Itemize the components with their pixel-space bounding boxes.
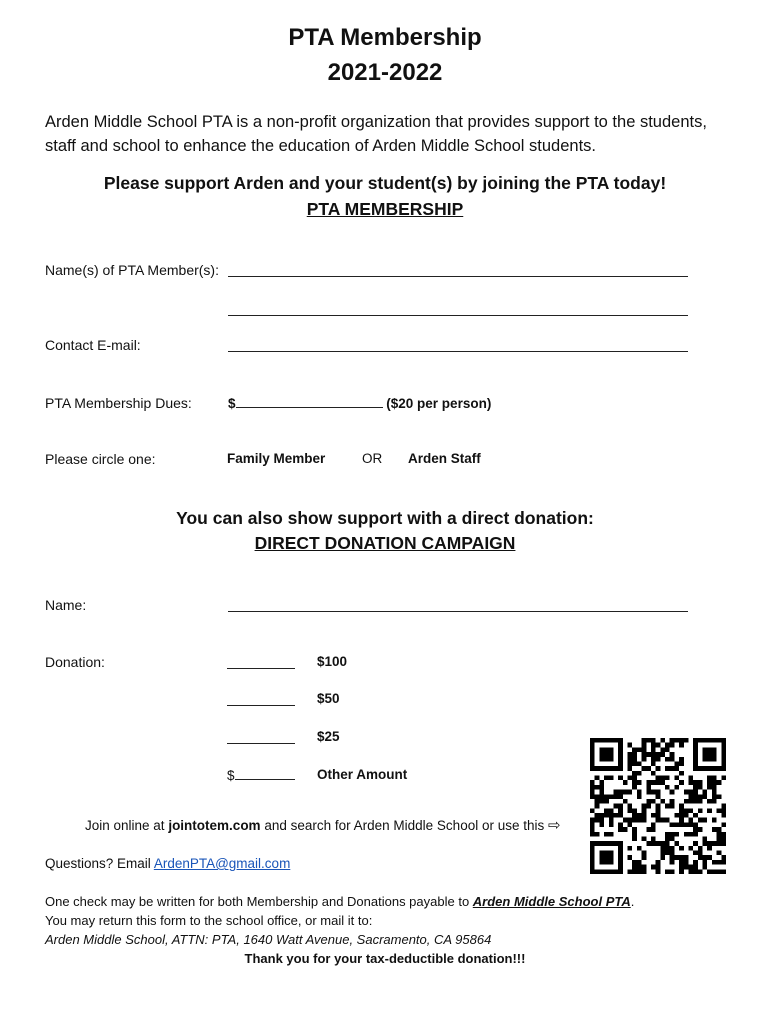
donation-amount-100: $100 — [317, 654, 348, 669]
join-online-text — [85, 816, 561, 834]
member-names-line-2[interactable] — [228, 315, 688, 316]
other-dollar-sign: $ — [227, 768, 235, 783]
donation-amount-25: $25 — [317, 729, 340, 744]
page-year: 2021-2022 — [327, 59, 443, 86]
donation-appeal: You can also show support with a direct donation: — [176, 508, 594, 528]
return-form-line: You may return this form to the school office, or mail it to: — [45, 913, 373, 928]
dues-amount-line[interactable] — [236, 395, 383, 408]
check-payable-line — [45, 894, 634, 909]
donation-100-line[interactable] — [227, 656, 295, 669]
page-title: PTA Membership — [288, 24, 482, 51]
dues-note: ($20 per person) — [386, 396, 492, 411]
membership-heading: PTA MEMBERSHIP — [306, 199, 464, 219]
intro-paragraph: Arden Middle School PTA is a non-profit organization that provides support to the students, staff and school to enhance the education of Arden Middle School students. — [45, 113, 707, 155]
option-family-member[interactable]: Family Member — [227, 451, 326, 466]
donation-other-line[interactable] — [235, 767, 295, 780]
contact-email-label: Contact E-mail: — [45, 337, 141, 353]
donor-name-line[interactable] — [228, 611, 688, 612]
member-names-line-1[interactable] — [228, 276, 688, 277]
donation-50-line[interactable] — [227, 693, 295, 706]
check-prefix: One check may be written for both Membership and Donations payable to — [45, 894, 473, 909]
questions-email-link[interactable]: ArdenPTA@gmail.com — [153, 856, 291, 871]
circle-one-label: Please circle one: — [45, 451, 156, 467]
contact-email-line[interactable] — [228, 351, 688, 352]
join-online-prefix: Join online at — [85, 818, 169, 833]
donation-25-line[interactable] — [227, 731, 295, 744]
donation-amount-other: Other Amount — [317, 767, 408, 782]
jointotem-link[interactable]: jointotem.com — [168, 818, 261, 833]
donation-label: Donation: — [45, 654, 105, 670]
donation-amount-50: $50 — [317, 691, 340, 706]
payee-name: Arden Middle School PTA — [472, 894, 631, 909]
check-suffix: . — [630, 894, 635, 909]
dues-field — [228, 395, 491, 411]
donation-heading: DIRECT DONATION CAMPAIGN — [254, 533, 516, 553]
option-arden-staff[interactable]: Arden Staff — [408, 451, 481, 466]
thank-you-line: Thank you for your tax-deductible donation!!! — [244, 951, 526, 966]
join-online-suffix: and search for Arden Middle School or use this — [260, 818, 545, 833]
right-arrow-icon: ⇨ — [548, 816, 561, 834]
membership-appeal: Please support Arden and your student(s) by joining the PTA today! — [103, 173, 667, 193]
questions-line — [45, 856, 290, 871]
mailing-address: Arden Middle School, ATTN: PTA, 1640 Watt Avenue, Sacramento, CA 95864 — [45, 932, 492, 947]
donation-other-field — [227, 767, 295, 783]
donor-name-label: Name: — [45, 597, 87, 613]
dues-label: PTA Membership Dues: — [45, 395, 192, 411]
dues-dollar-sign: $ — [228, 396, 236, 411]
qr-code-icon[interactable] — [590, 738, 726, 874]
questions-prefix: Questions? Email — [45, 856, 154, 871]
option-or: OR — [362, 451, 383, 466]
member-names-label: Name(s) of PTA Member(s): — [45, 262, 219, 278]
